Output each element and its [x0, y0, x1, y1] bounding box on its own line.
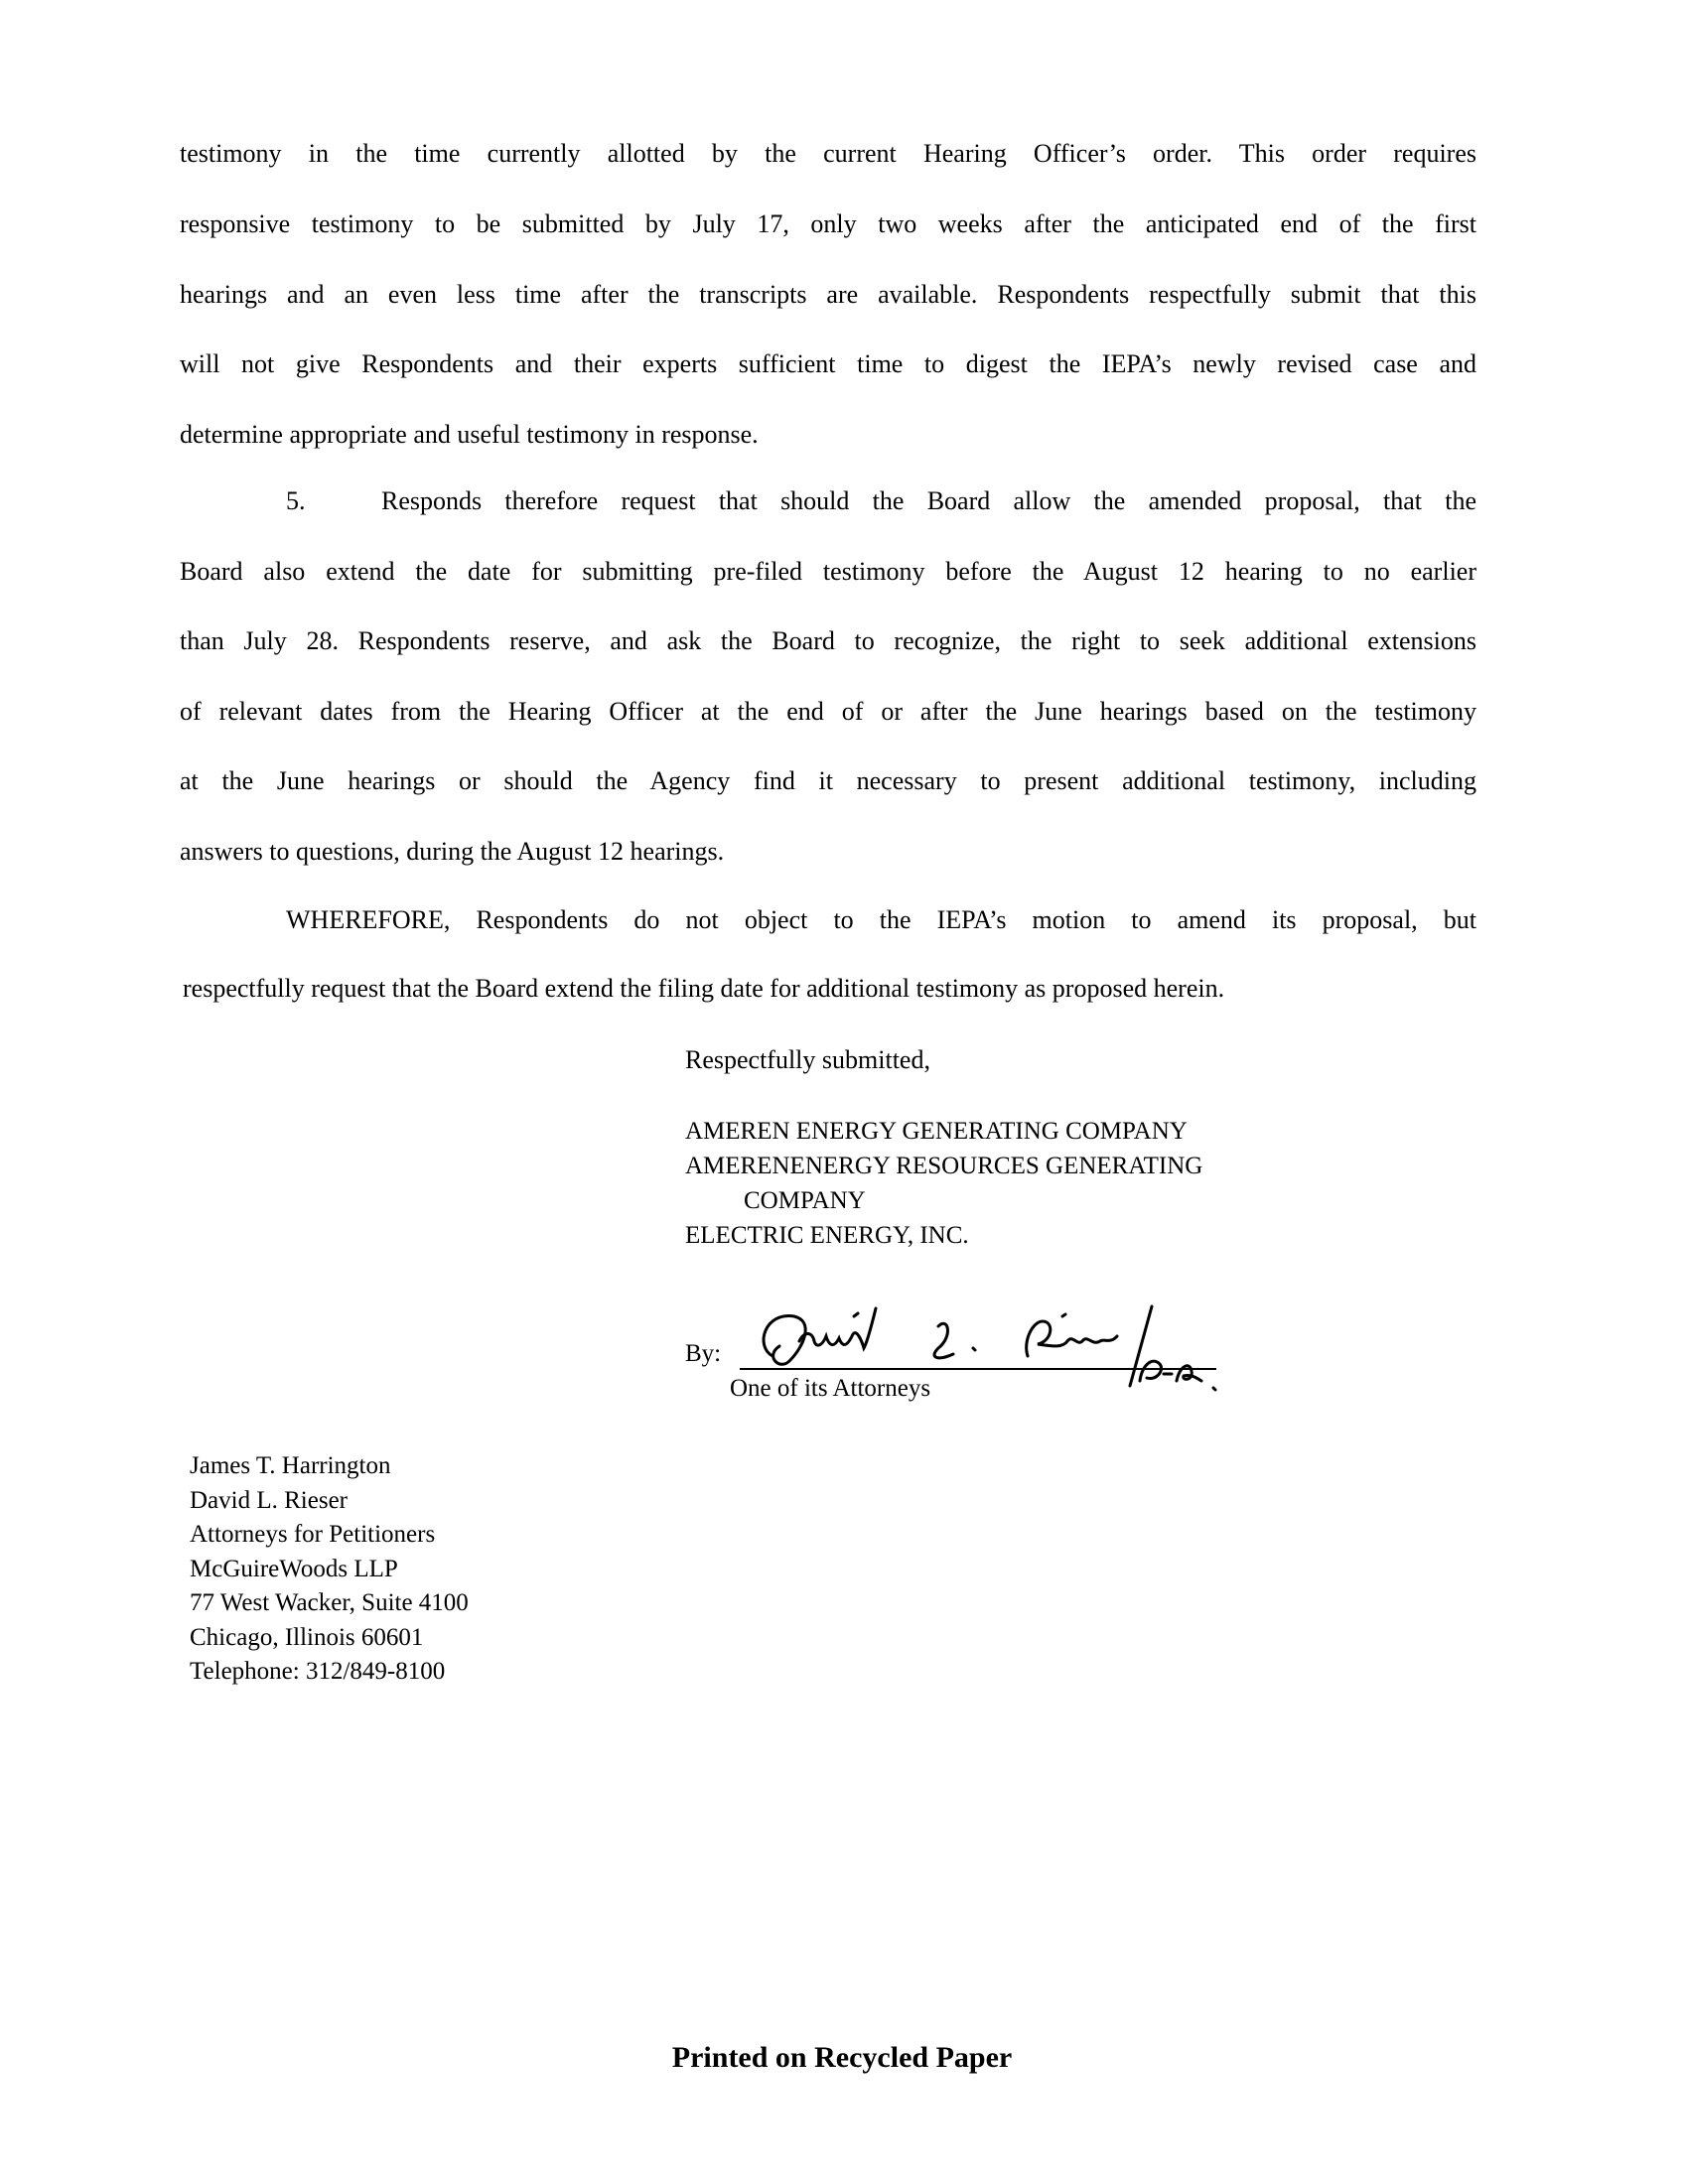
paragraph-line: responsive testimony to be submitted by July 17, only two weeks after the anticipated end of the first	[180, 209, 1476, 238]
company-line: ELECTRIC ENERGY, INC.	[685, 1222, 969, 1249]
attorney-line: David L. Rieser	[190, 1487, 348, 1514]
paragraph-line: of relevant dates from the Hearing Officer at the end of or after the June hearings based on the testimony	[180, 697, 1476, 726]
paragraph-line: hearings and an even less time after the transcripts are available. Respondents respectfully submit that this	[180, 280, 1476, 309]
footer-recycled-paper: Printed on Recycled Paper	[671, 2041, 1013, 2074]
paragraph-line: than July 28. Respondents reserve, and ask the Board to recognize, the right to seek additional extensions	[180, 626, 1476, 655]
paragraph-line: Responds therefore request that should the Board allow the amended proposal, that the	[381, 486, 1476, 515]
signature-caption: One of its Attorneys	[730, 1375, 931, 1402]
paragraph-line: will not give Respondents and their experts sufficient time to digest the IEPA’s newly revised case and	[180, 349, 1476, 378]
paragraph-line: answers to questions, during the August 12 hearings.	[180, 837, 725, 866]
closing: Respectfully submitted,	[685, 1045, 930, 1074]
company-line: COMPANY	[744, 1187, 866, 1214]
attorney-line: James T. Harrington	[190, 1452, 391, 1479]
paragraph-line: determine appropriate and useful testimony in response.	[180, 420, 759, 449]
attorney-line: Chicago, Illinois 60601	[190, 1624, 424, 1651]
paragraph-line: testimony in the time currently allotted by the current Hearing Officer’s order. This order requires	[180, 139, 1476, 168]
company-line: AMERENENERGY RESOURCES GENERATING	[685, 1153, 1203, 1179]
attorney-line: McGuireWoods LLP	[190, 1556, 398, 1582]
attorney-line: Telephone: 312/849-8100	[190, 1658, 446, 1685]
attorney-line: Attorneys for Petitioners	[190, 1521, 436, 1548]
company-line: AMEREN ENERGY GENERATING COMPANY	[685, 1118, 1188, 1145]
attorney-line: 77 West Wacker, Suite 4100	[190, 1589, 469, 1616]
paragraph-line: at the June hearings or should the Agency find it necessary to present additional testimony, including	[180, 766, 1476, 795]
paragraph-number: 5.	[286, 486, 306, 515]
paragraph-line: respectfully request that the Board extend the filing date for additional testimony as proposed herein.	[183, 974, 1225, 1003]
paragraph-line: WHEREFORE, Respondents do not object to the IEPA’s motion to amend its proposal, but	[286, 905, 1476, 934]
by-label: By:	[685, 1340, 722, 1367]
paragraph-line: Board also extend the date for submitting pre-filed testimony before the August 12 hearing to no earlier	[180, 557, 1476, 586]
